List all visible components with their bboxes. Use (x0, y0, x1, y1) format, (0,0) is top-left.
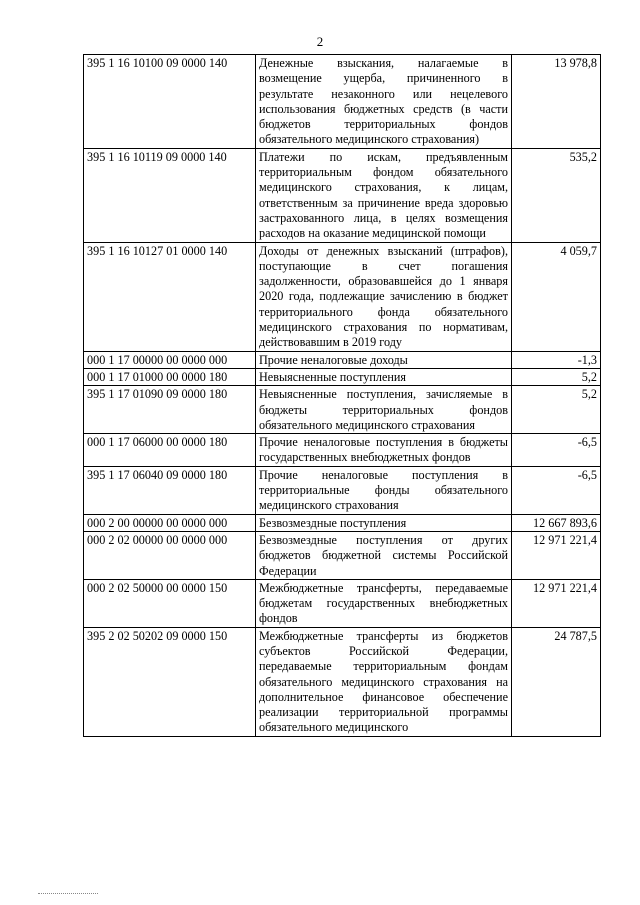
budget-code: 395 1 16 10100 09 0000 140 (84, 55, 256, 149)
amount: 535,2 (512, 148, 601, 242)
revenue-name: Прочие неналоговые поступления в территориальные фонды обязательного медицинского страхования (256, 466, 512, 514)
table-row (84, 148, 601, 242)
table-row (84, 466, 601, 514)
table-row (84, 386, 601, 434)
revenue-name: Межбюджетные трансферты, передаваемые бюджетам государственных внебюджетных фондов (256, 579, 512, 627)
table-row (84, 531, 601, 579)
amount: -6,5 (512, 434, 601, 467)
revenue-name: Безвозмездные поступления (256, 514, 512, 531)
budget-code: 395 1 17 06040 09 0000 180 (84, 466, 256, 514)
table-row (84, 579, 601, 627)
budget-code: 000 1 17 00000 00 0000 000 (84, 351, 256, 368)
amount: 12 971 221,4 (512, 531, 601, 579)
revenue-table (83, 54, 601, 737)
budget-code: 000 1 17 01000 00 0000 180 (84, 368, 256, 385)
budget-code: 000 2 00 00000 00 0000 000 (84, 514, 256, 531)
revenue-name: Денежные взыскания, налагаемые в возмещение ущерба, причиненного в результате незаконного или нецелевого использования бюджетных средств (в части бюджетов территориальных фондов обязательного медицинского страхования) (256, 55, 512, 149)
budget-code: 395 1 17 01090 09 0000 180 (84, 386, 256, 434)
table-row (84, 627, 601, 736)
table-row (84, 434, 601, 467)
budget-code: 395 1 16 10119 09 0000 140 (84, 148, 256, 242)
amount: 12 971 221,4 (512, 579, 601, 627)
amount: -1,3 (512, 351, 601, 368)
amount: 5,2 (512, 368, 601, 385)
amount: 13 978,8 (512, 55, 601, 149)
revenue-name: Межбюджетные трансферты из бюджетов субъектов Российской Федерации, передаваемые территориальным фондам обязательного медицинского страхования на дополнительное финансовое обеспечение реализации территориальной программы обязательного медицинского (256, 627, 512, 736)
revenue-name: Доходы от денежных взысканий (штрафов), поступающие в счет погашения задолженности, образовавшейся до 1 января 2020 года, подлежащие зачислению в бюджет территориального фонда обязательного медицинского страхования по нормативам, действовавшим в 2019 году (256, 242, 512, 351)
table-row (84, 514, 601, 531)
amount: -6,5 (512, 466, 601, 514)
budget-code: 395 1 16 10127 01 0000 140 (84, 242, 256, 351)
budget-code: 395 2 02 50202 09 0000 150 (84, 627, 256, 736)
budget-code: 000 2 02 00000 00 0000 000 (84, 531, 256, 579)
table-row (84, 368, 601, 385)
table-row (84, 351, 601, 368)
scan-artifact (38, 893, 98, 895)
revenue-name: Невыясненные поступления, зачисляемые в бюджеты территориальных фондов обязательного медицинского страхования (256, 386, 512, 434)
budget-code: 000 1 17 06000 00 0000 180 (84, 434, 256, 467)
amount: 12 667 893,6 (512, 514, 601, 531)
revenue-name: Прочие неналоговые доходы (256, 351, 512, 368)
amount: 24 787,5 (512, 627, 601, 736)
page-number: 2 (316, 34, 324, 49)
budget-code: 000 2 02 50000 00 0000 150 (84, 579, 256, 627)
table-row (84, 242, 601, 351)
amount: 5,2 (512, 386, 601, 434)
amount: 4 059,7 (512, 242, 601, 351)
table-row (84, 55, 601, 149)
revenue-name: Прочие неналоговые поступления в бюджеты государственных внебюджетных фондов (256, 434, 512, 467)
revenue-name: Безвозмездные поступления от других бюджетов бюджетной системы Российской Федерации (256, 531, 512, 579)
revenue-name: Невыясненные поступления (256, 368, 512, 385)
revenue-name: Платежи по искам, предъявленным территориальным фондом обязательного медицинского страхования, к лицам, ответственным за причинение вреда здоровью застрахованного лица, в целях возмещения расходов на оказание медицинской помощи (256, 148, 512, 242)
